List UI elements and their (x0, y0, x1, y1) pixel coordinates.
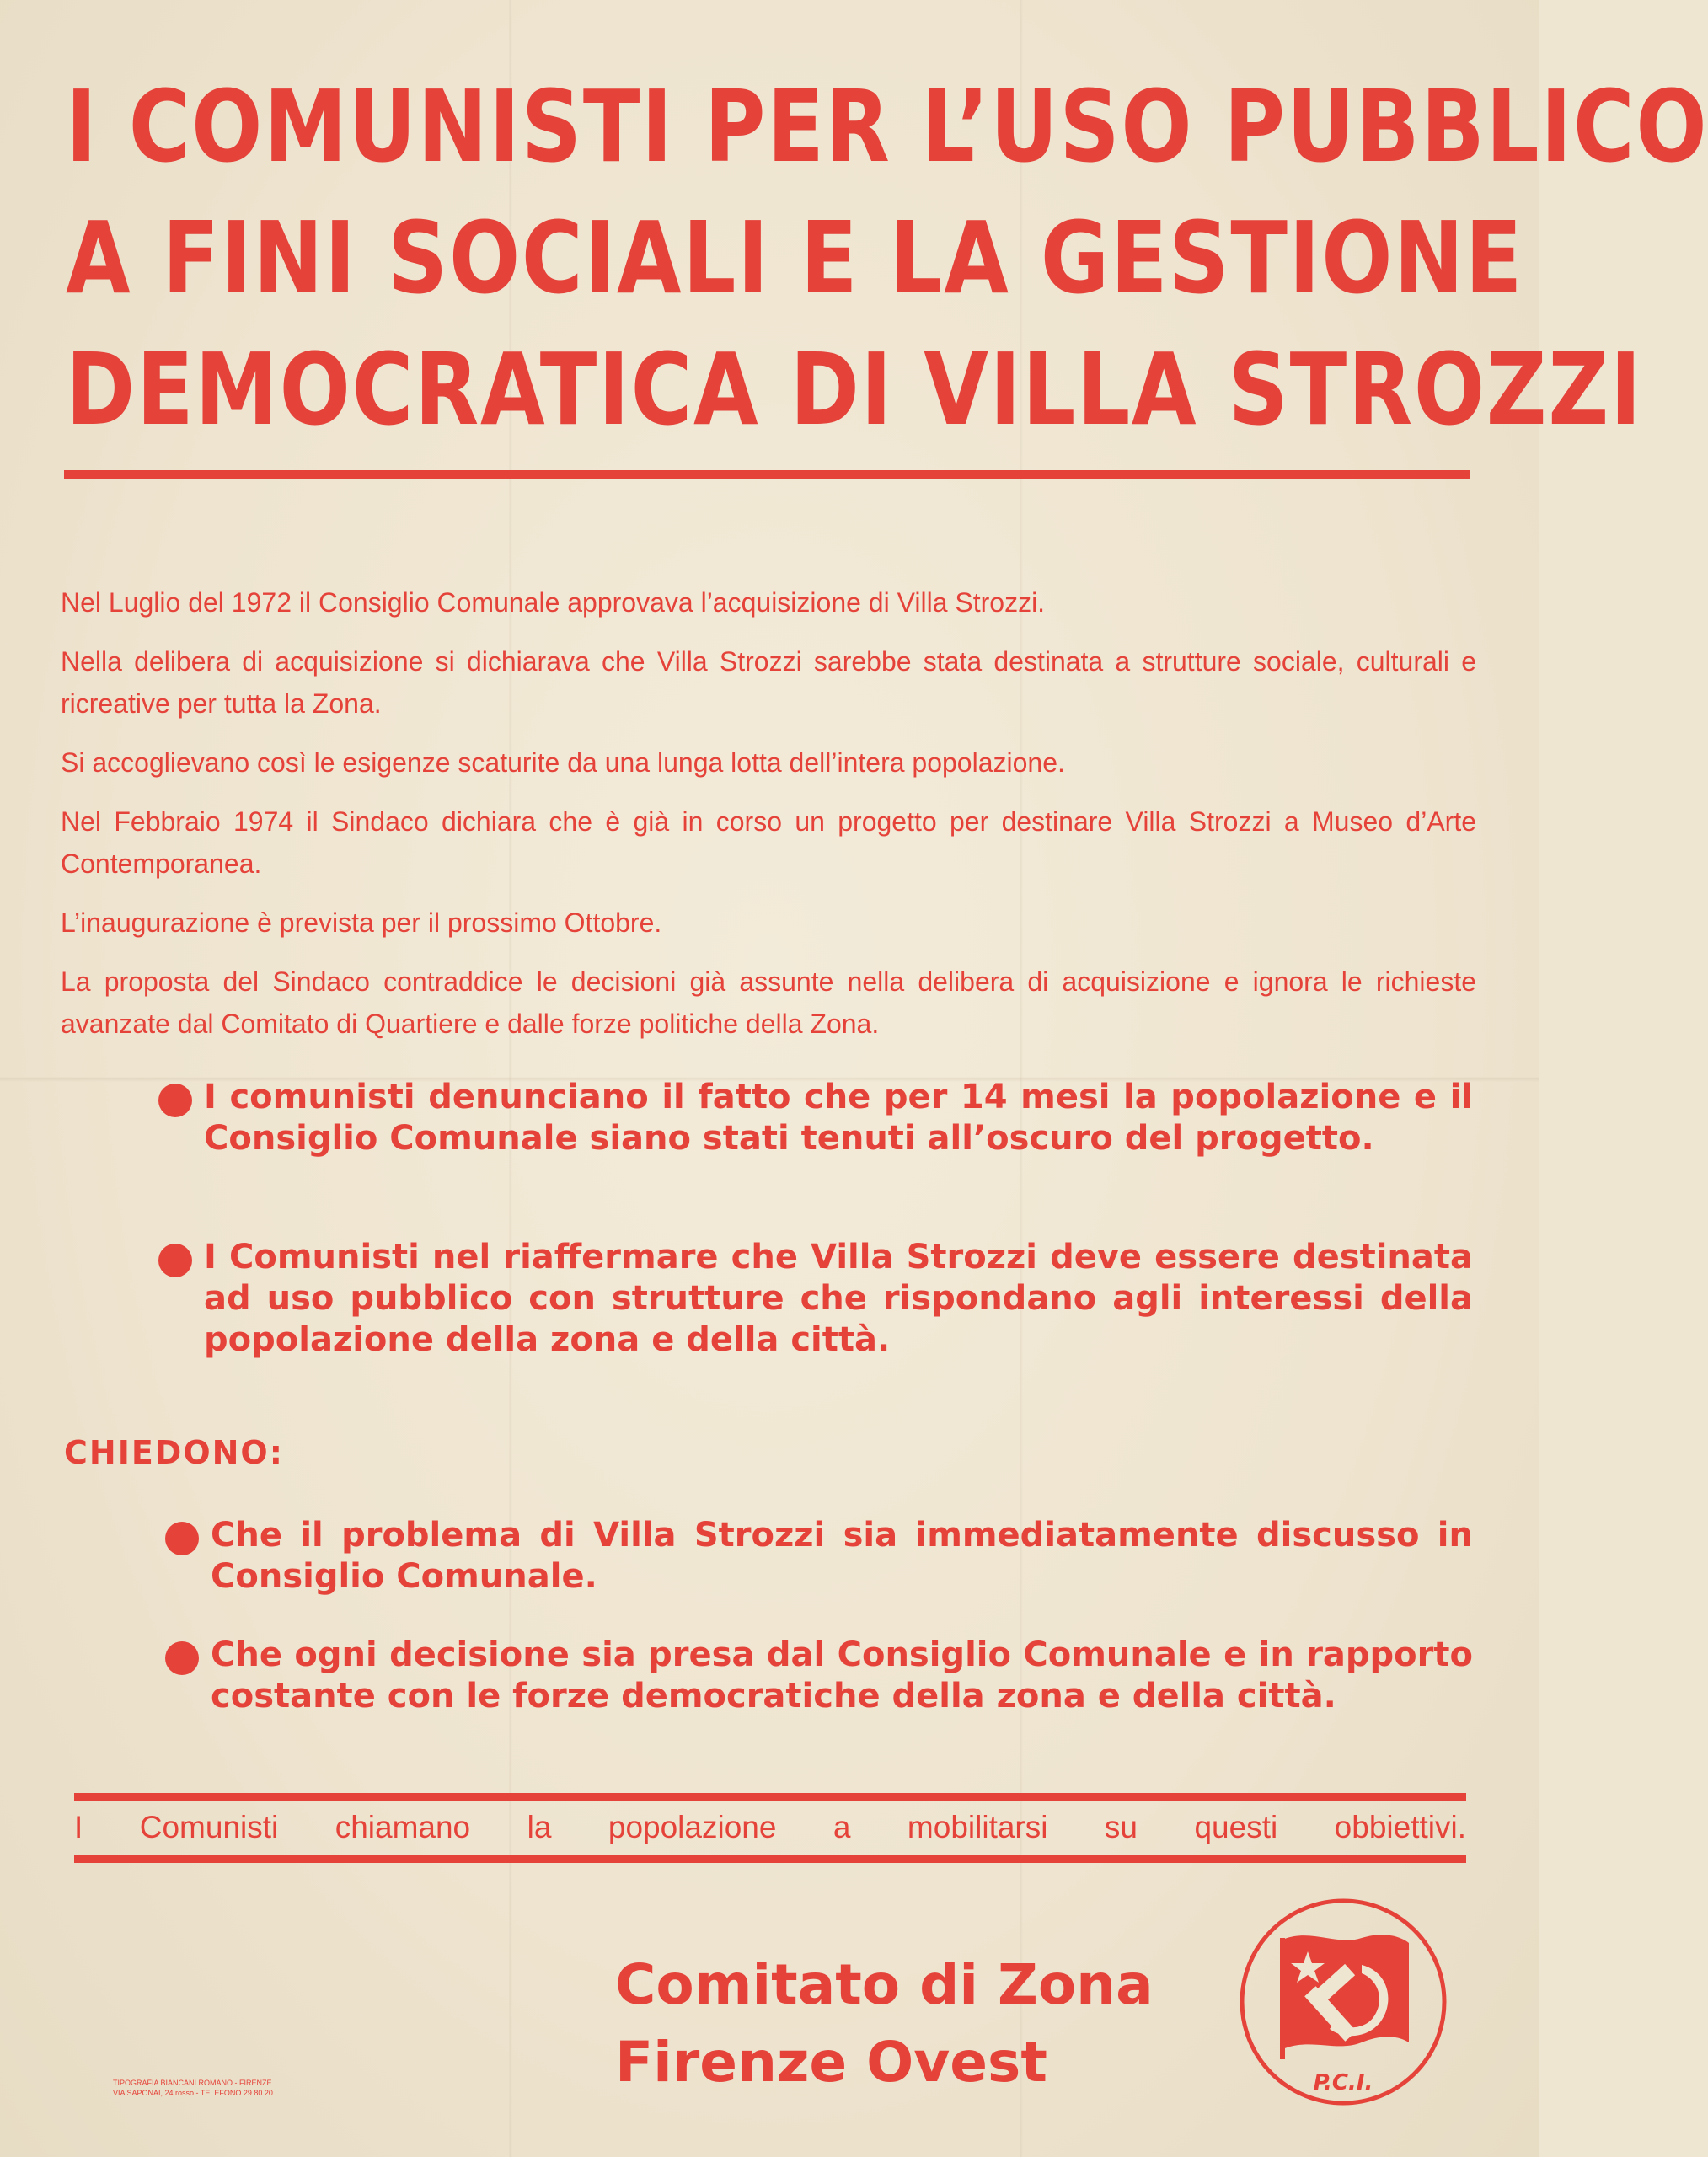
demand-text: Che il problema di Villa Strozzi sia immediatamente discusso in Consiglio Comunale. (211, 1516, 1473, 1596)
paragraph-5: L’inaugurazione è prevista per il prossimo Ottobre. (61, 907, 662, 938)
printer-line-2: VIA SAPONAI, 24 rosso - TELEFONO 29 80 20 (113, 2089, 273, 2097)
bullet-dot-icon (165, 1522, 199, 1555)
headline-underline (64, 470, 1470, 479)
signature-line-2: Firenze Ovest (615, 2030, 1047, 2095)
bullet-dot-icon (158, 1084, 192, 1117)
statement-1 (158, 1077, 1473, 1159)
headline-line-3: DEMOCRATICA DI VILLA STROZZI (66, 331, 1643, 447)
logo-text: P.C.I. (1313, 2070, 1373, 2095)
bullet-dot-icon (158, 1244, 192, 1277)
demand-1 (165, 1515, 1473, 1598)
bullet-dot-icon (165, 1641, 199, 1675)
statement-2 (158, 1237, 1473, 1361)
paragraph-1: Nel Luglio del 1972 il Consiglio Comunale approvava l’acquisizione di Villa Strozzi. (61, 587, 1046, 618)
headline-line-1: I COMUNISTI PER L’USO PUBBLICO (66, 68, 1708, 185)
statement-text: I Comunisti nel riaffermare che Villa Strozzi deve essere destinata ad uso pubblico con strutture che rispondano agli interessi della popolazione della zona e della città. (204, 1238, 1473, 1359)
body-text (61, 581, 1476, 1062)
callout-text: I Comunisti chiamano la popolazione a mobilitarsi su questi obbiettivi. (74, 1810, 1466, 1844)
headline-line-2: A FINI SOCIALI E LA GESTIONE (66, 200, 1524, 316)
statement-text: I comunisti denunciano il fatto che per 14 mesi la popolazione e il Consiglio Comunale siano stati tenuti all’oscuro del progetto. (204, 1078, 1473, 1158)
paragraph-3: Si accoglievano così le esigenze scaturite da una lunga lotta dell’intera popolazione. (61, 747, 1065, 778)
demand-text: Che ogni decisione sia presa dal Consiglio Comunale e in rapporto costante con le forze democratiche della zona e della città. (211, 1635, 1473, 1715)
signature (615, 1946, 1154, 2101)
headline (66, 61, 1708, 455)
callout-top-rule (74, 1793, 1466, 1801)
printer-line-1: TIPOGRAFIA BIANCANI ROMANO - FIRENZE (113, 2079, 272, 2087)
paragraph-6: La proposta del Sindaco contraddice le decisioni già assunte nella delibera di acquisizione e ignora le richieste avanzate dal Comitato di Quartiere e dalle forze politiche della Zona. (61, 966, 1476, 1039)
printer-credit (113, 2078, 273, 2098)
callout-bottom-rule (74, 1855, 1466, 1863)
paragraph-4: Nel Febbraio 1974 il Sindaco dichiara che è già in corso un progetto per destinare Villa Strozzi a Museo d’Arte Contemporanea. (61, 806, 1476, 879)
paragraph-2: Nella delibera di acquisizione si dichiarava che Villa Strozzi sarebbe stata destinata a strutture sociale, culturali e ricreative per tutta la Zona. (61, 646, 1476, 719)
demand-2 (165, 1635, 1473, 1717)
demands-heading: CHIEDONO: (64, 1434, 284, 1471)
signature-line-1: Comitato di Zona (615, 1952, 1154, 2017)
pci-logo-icon (1235, 1894, 1451, 2110)
